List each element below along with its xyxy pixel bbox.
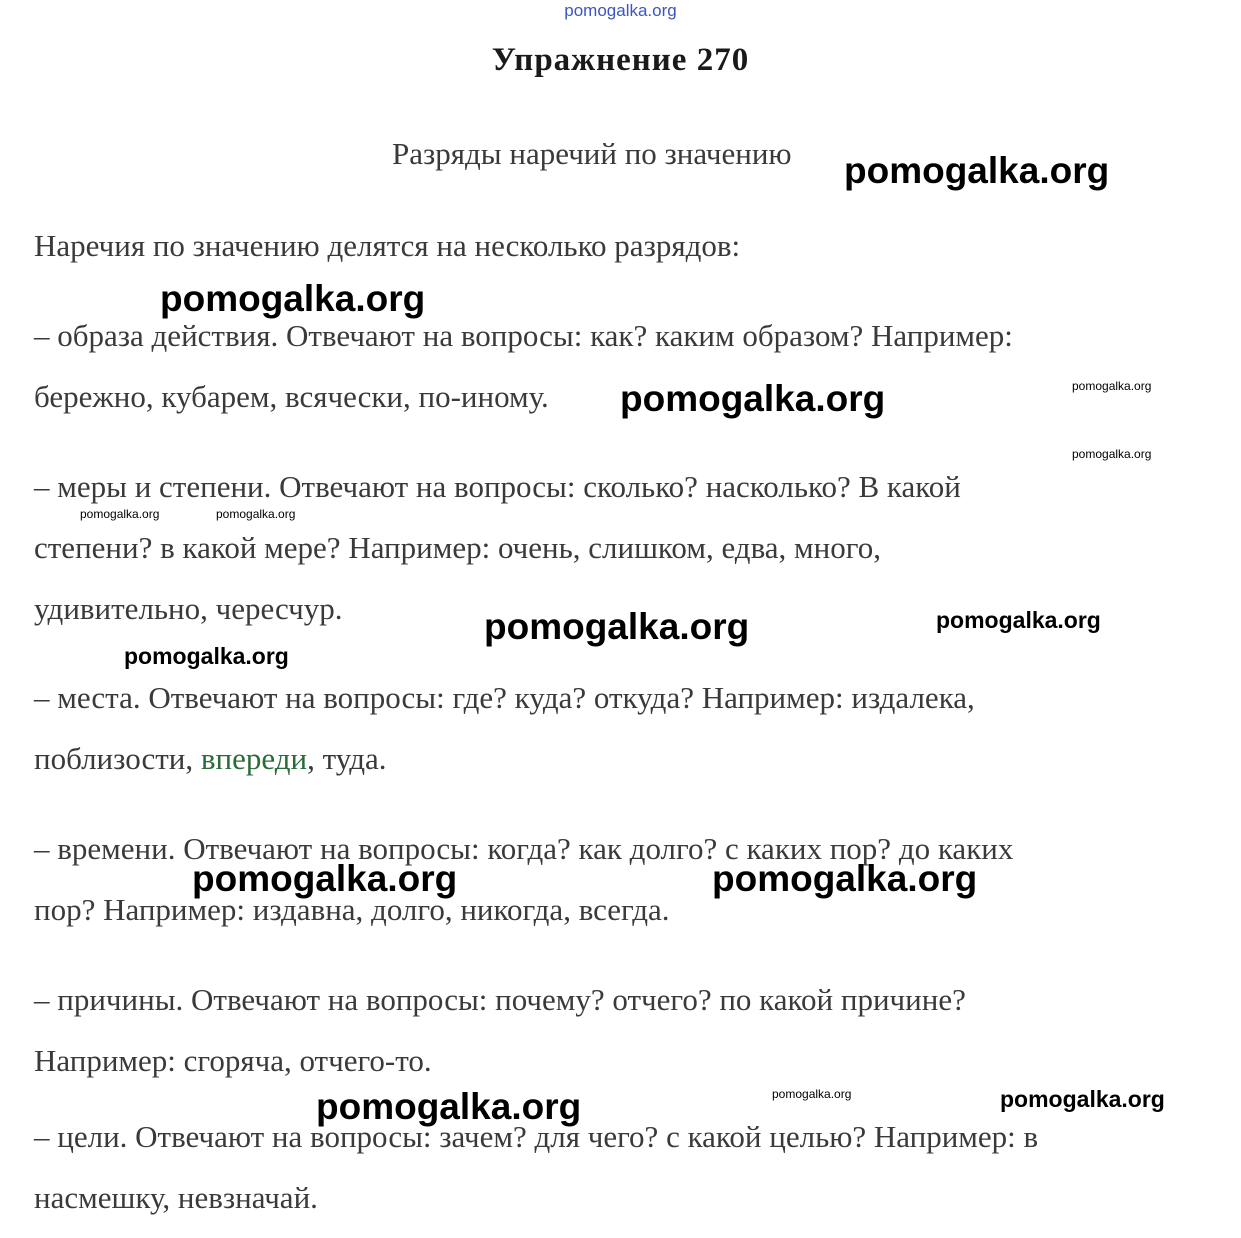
watermark: pomogalka.org bbox=[712, 858, 978, 899]
reason-line-1: – причины. Отвечают на вопросы: почему? отчего? по какой причине? bbox=[34, 982, 966, 1017]
reason-line-2: Например: сгоряча, отчего-то. bbox=[34, 1043, 432, 1078]
degree-line-1: – меры и степени. Отвечают на вопросы: сколько? насколько? В какой bbox=[34, 469, 961, 504]
exercise-title: Упражнение 270 bbox=[491, 42, 750, 78]
watermark: pomogalka.org bbox=[216, 507, 296, 521]
degree-line-2: степени? в какой мере? Например: очень, слишком, едва, много, bbox=[34, 530, 881, 565]
site-header-link[interactable]: pomogalka.org bbox=[564, 1, 677, 20]
watermark: pomogalka.org bbox=[1072, 447, 1152, 461]
place-line-1: – места. Отвечают на вопросы: где? куда? откуда? Например: издалека, bbox=[34, 680, 975, 715]
time-line-1: – времени. Отвечают на вопросы: когда? как долго? с каких пор? до каких bbox=[34, 831, 1014, 866]
intro-text: Наречия по значению делятся на несколько разрядов: bbox=[34, 228, 741, 263]
watermark: pomogalka.org bbox=[124, 643, 289, 669]
section-subtitle: Разряды наречий по значению bbox=[392, 136, 792, 171]
place-line-2-end: , туда. bbox=[307, 741, 387, 776]
manner-line-2: бережно, кубарем, всячески, по-иному. bbox=[34, 379, 549, 414]
purpose-line-2: насмешку, невзначай. bbox=[34, 1180, 318, 1215]
purpose-line-1: – цели. Отвечают на вопросы: зачем? для чего? с какой целью? Например: в bbox=[34, 1119, 1039, 1154]
watermark: pomogalka.org bbox=[316, 1086, 582, 1127]
watermark: pomogalka.org bbox=[80, 507, 160, 521]
watermark: pomogalka.org bbox=[620, 378, 886, 419]
watermark: pomogalka.org bbox=[484, 606, 750, 647]
time-line-2: пор? Например: издавна, долго, никогда, всегда. bbox=[34, 892, 670, 927]
place-line-2 bbox=[34, 739, 387, 779]
highlighted-word: впереди bbox=[200, 741, 308, 776]
watermark: pomogalka.org bbox=[1072, 379, 1152, 393]
watermark: pomogalka.org bbox=[772, 1087, 852, 1101]
watermark: pomogalka.org bbox=[936, 607, 1101, 633]
watermark: pomogalka.org bbox=[192, 858, 458, 899]
watermark: pomogalka.org bbox=[844, 150, 1110, 191]
watermark: pomogalka.org bbox=[1000, 1086, 1165, 1112]
place-line-2-start: поблизости, bbox=[34, 741, 201, 776]
watermark: pomogalka.org bbox=[160, 278, 426, 319]
degree-line-3: удивительно, чересчур. bbox=[34, 591, 343, 626]
manner-line-1: – образа действия. Отвечают на вопросы: как? каким образом? Например: bbox=[34, 318, 1013, 353]
